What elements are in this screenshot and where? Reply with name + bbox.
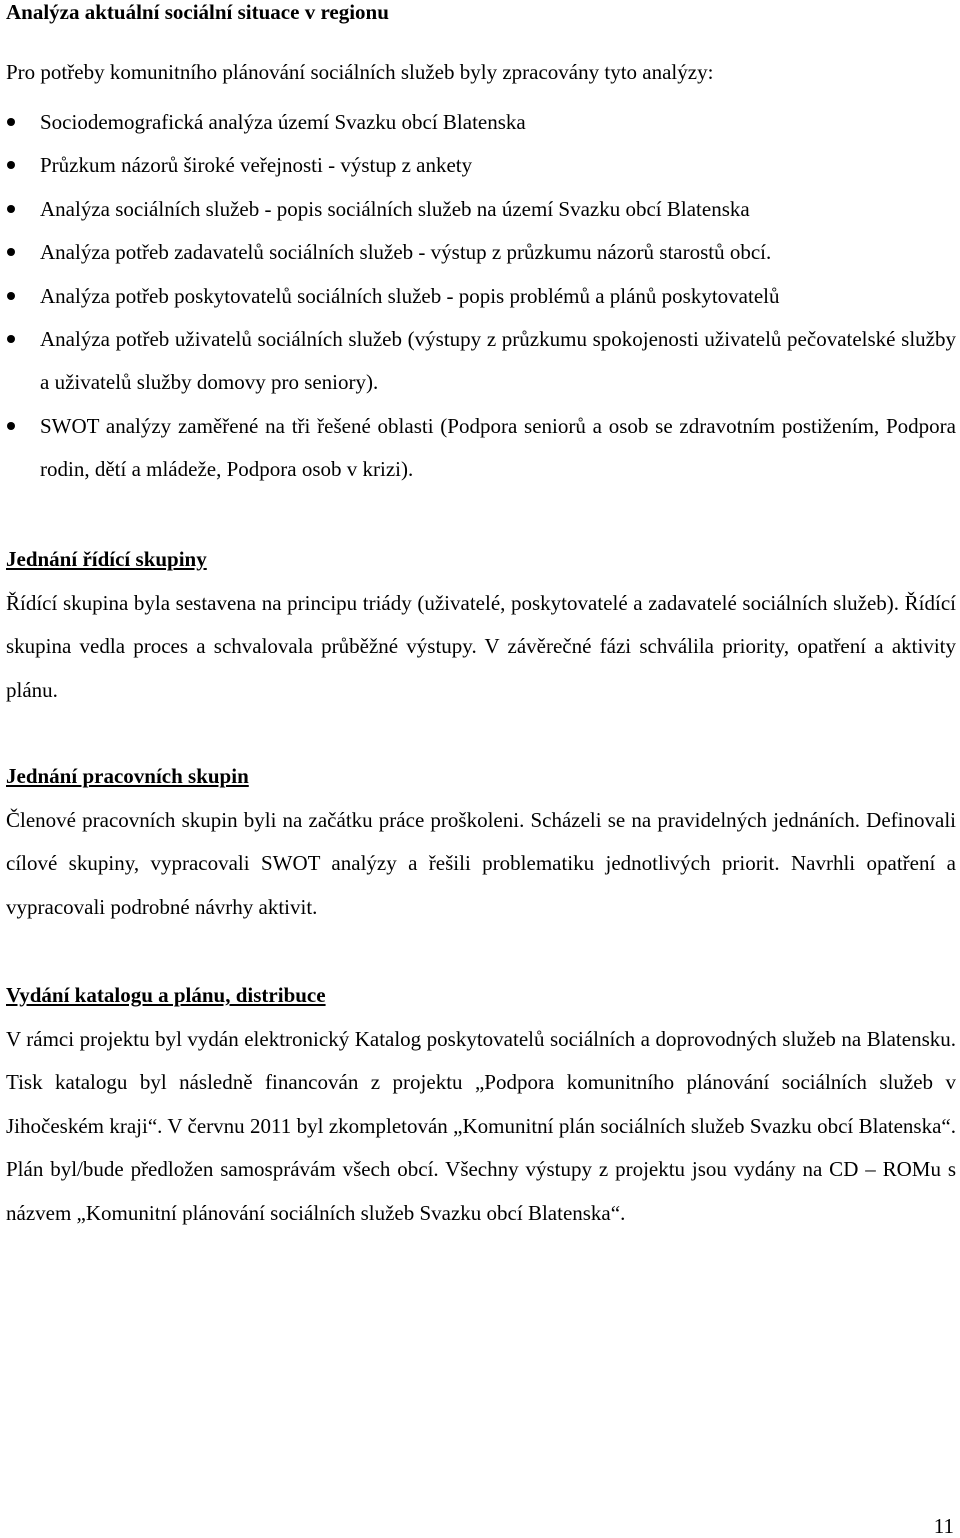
bullet-icon [7,422,15,430]
page-title: Analýza aktuální sociální situace v regionu [6,0,389,24]
list-item [6,231,956,274]
bullet-icon [7,161,15,169]
list-item [6,144,956,187]
list-item [6,318,956,405]
bullet-icon [7,118,15,126]
section-heading: Jednání řídící skupiny [6,547,207,571]
bullet-icon [7,335,15,343]
list-item [6,188,956,231]
intro-paragraph: Pro potřeby komunitního plánování sociálních služeb byly zpracovány tyto analýzy: [6,60,714,84]
section-body: Členové pracovních skupin byli na začátku práce proškoleni. Scházeli se na pravidelných jednáních. Definovali cílové skupiny, vypracovali SWOT analýzy a řešili problematiku jednotlivých priorit. Navrhli opatření a vypracovali podrobné návrhy aktivit. [6,808,956,919]
list-item [6,275,956,318]
list-item-text: Analýza potřeb zadavatelů sociálních služeb - výstup z průzkumu názorů starostů obcí. [40,240,772,265]
list-item-text: Analýza sociálních služeb - popis sociálních služeb na území Svazku obcí Blatenska [40,196,750,221]
bullet-icon [7,292,15,300]
section-heading: Jednání pracovních skupin [6,764,249,788]
list-item [6,101,956,144]
section-body: V rámci projektu byl vydán elektronický Katalog poskytovatelů sociálních a doprovodných služeb na Blatensku. Tisk katalogu byl následně financován z projektu „Podpora komunitního plánování sociálních služeb v Jihočeském kraji“. V červnu 2011 byl zkompletován „Komunitní plán sociálních služeb Svazku obcí Blatenska“. Plán byl/bude předložen samosprávám všech obcí. Všechny výstupy z projektu jsou vydány na CD – ROMu s názvem „Komunitní plánování sociálních služeb Svazku obcí Blatenska“. [6,1027,956,1225]
analysis-list [6,101,956,492]
bullet-icon [7,205,15,213]
section-body: Řídící skupina byla sestavena na principu triády (uživatelé, poskytovatelé a zadavatelé sociálních služeb). Řídící skupina vedla proces a schvalovala průběžné výstupy. V závěrečné fázi schválila priority, opatření a aktivity plánu. [6,591,956,702]
section-catalog-distribution [6,983,956,1235]
section-heading: Vydání katalogu a plánu, distribuce [6,983,326,1007]
bullet-icon [7,248,15,256]
section-steering-group [6,547,956,712]
list-item-text: Analýza potřeb poskytovatelů sociálních služeb - popis problémů a plánů poskytovatelů [40,283,780,308]
section-working-groups [6,764,956,929]
list-item-text: SWOT analýzy zaměřené na tři řešené oblasti (Podpora seniorů a osob se zdravotním postižením, Podpora rodin, dětí a mládeže, Podpora osob v krizi). [40,413,956,482]
list-item-text: Analýza potřeb uživatelů sociálních služeb (výstupy z průzkumu spokojenosti uživatelů pečovatelské služby a uživatelů služby domovy pro seniory). [40,327,956,395]
list-item [6,405,956,492]
list-item-text: Průzkum názorů široké veřejnosti - výstup z ankety [40,153,473,178]
list-item-text: Sociodemografická analýza území Svazku obcí Blatenska [40,110,526,134]
page-number: 11 [933,1514,954,1538]
